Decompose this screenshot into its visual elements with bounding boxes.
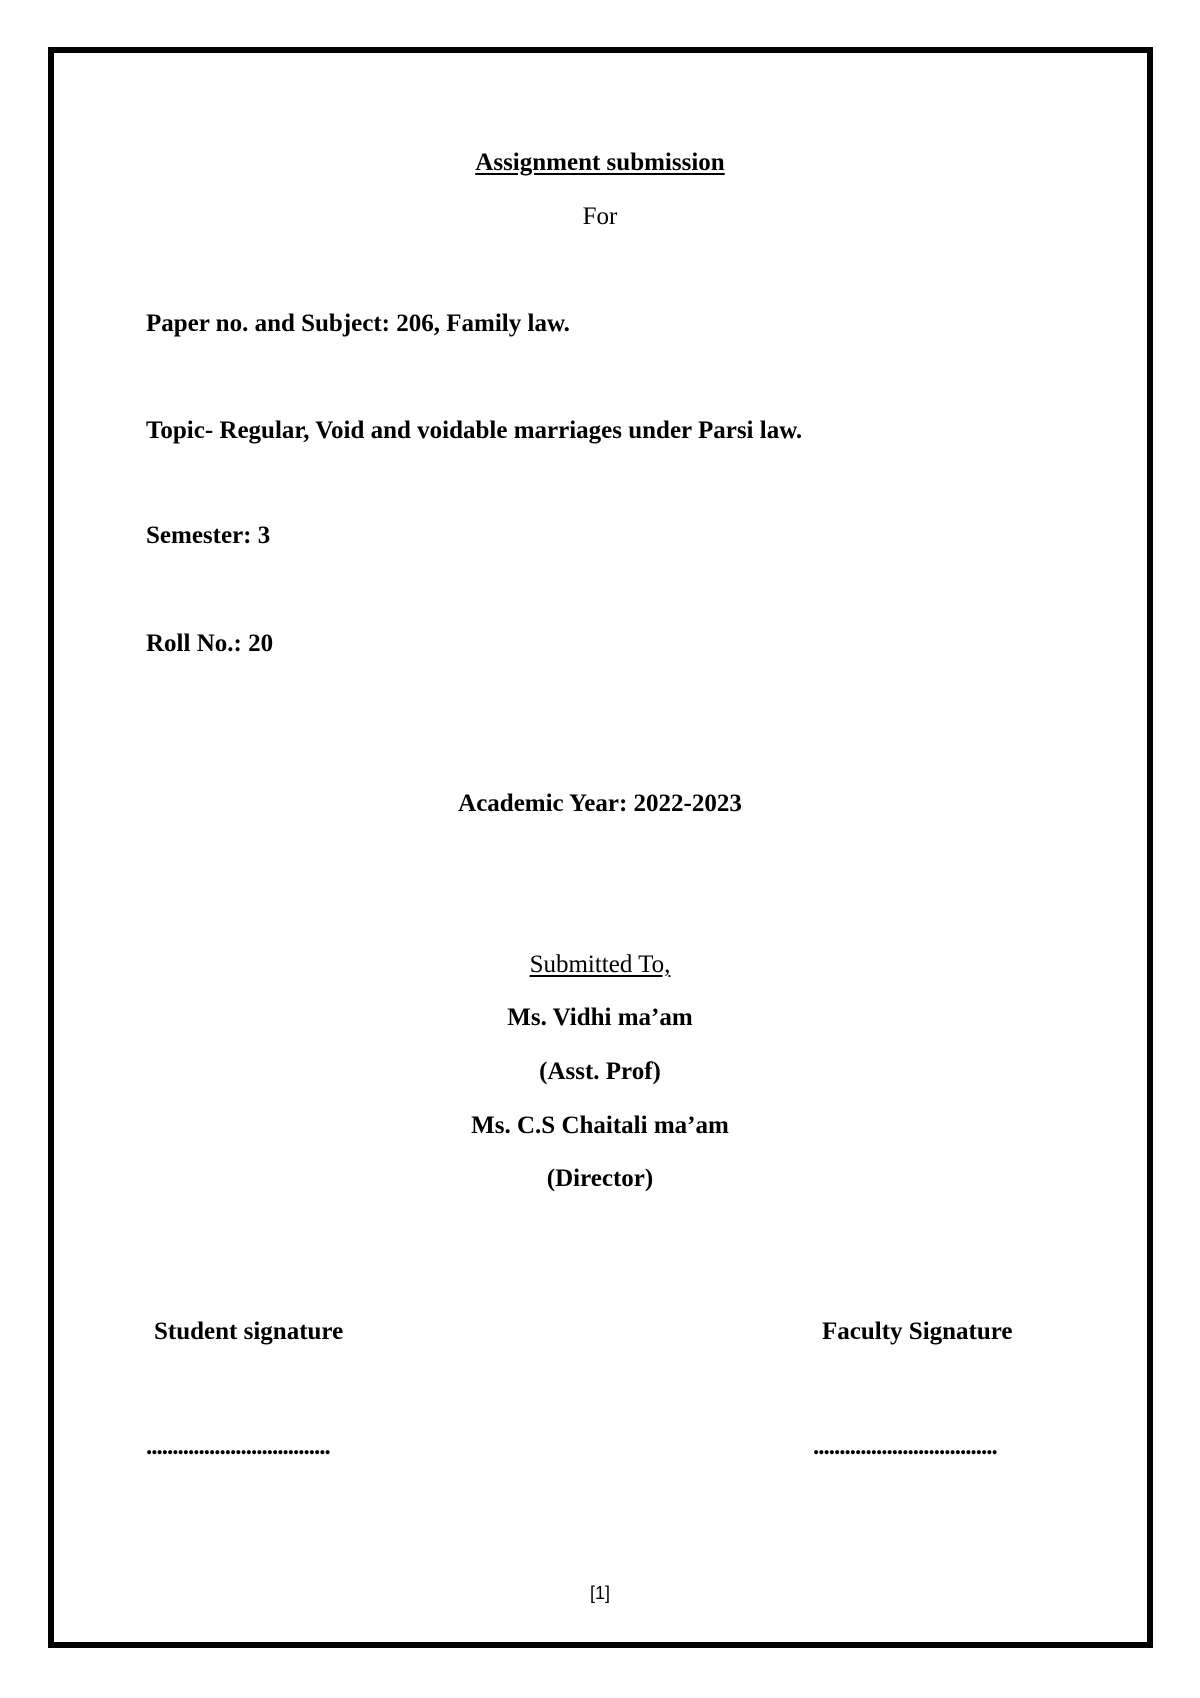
page-border <box>48 47 1153 1648</box>
academic-year: Academic Year: 2022-2023 <box>458 790 742 817</box>
recipient-role-1: (Asst. Prof) <box>539 1058 661 1085</box>
roll-number: Roll No.: 20 <box>146 630 274 657</box>
faculty-signature-label: Faculty Signature <box>822 1318 1013 1345</box>
faculty-signature-line: ................................... <box>813 1433 997 1460</box>
recipient-name-1: Ms. Vidhi ma’am <box>507 1004 693 1031</box>
student-signature-label: Student signature <box>154 1318 344 1345</box>
page-number: [1] <box>589 1583 610 1603</box>
topic: Topic- Regular, Void and voidable marriages under Parsi law. <box>146 417 803 444</box>
semester: Semester: 3 <box>146 522 271 549</box>
for-label: For <box>582 203 618 230</box>
recipient-role-2: (Director) <box>546 1165 654 1192</box>
student-signature-line: ................................... <box>146 1433 330 1460</box>
document-title: Assignment submission <box>475 149 725 176</box>
paper-subject: Paper no. and Subject: 206, Family law. <box>146 310 570 337</box>
recipient-name-2: Ms. C.S Chaitali ma’am <box>471 1112 729 1139</box>
submitted-to-label: Submitted To, <box>529 951 671 978</box>
